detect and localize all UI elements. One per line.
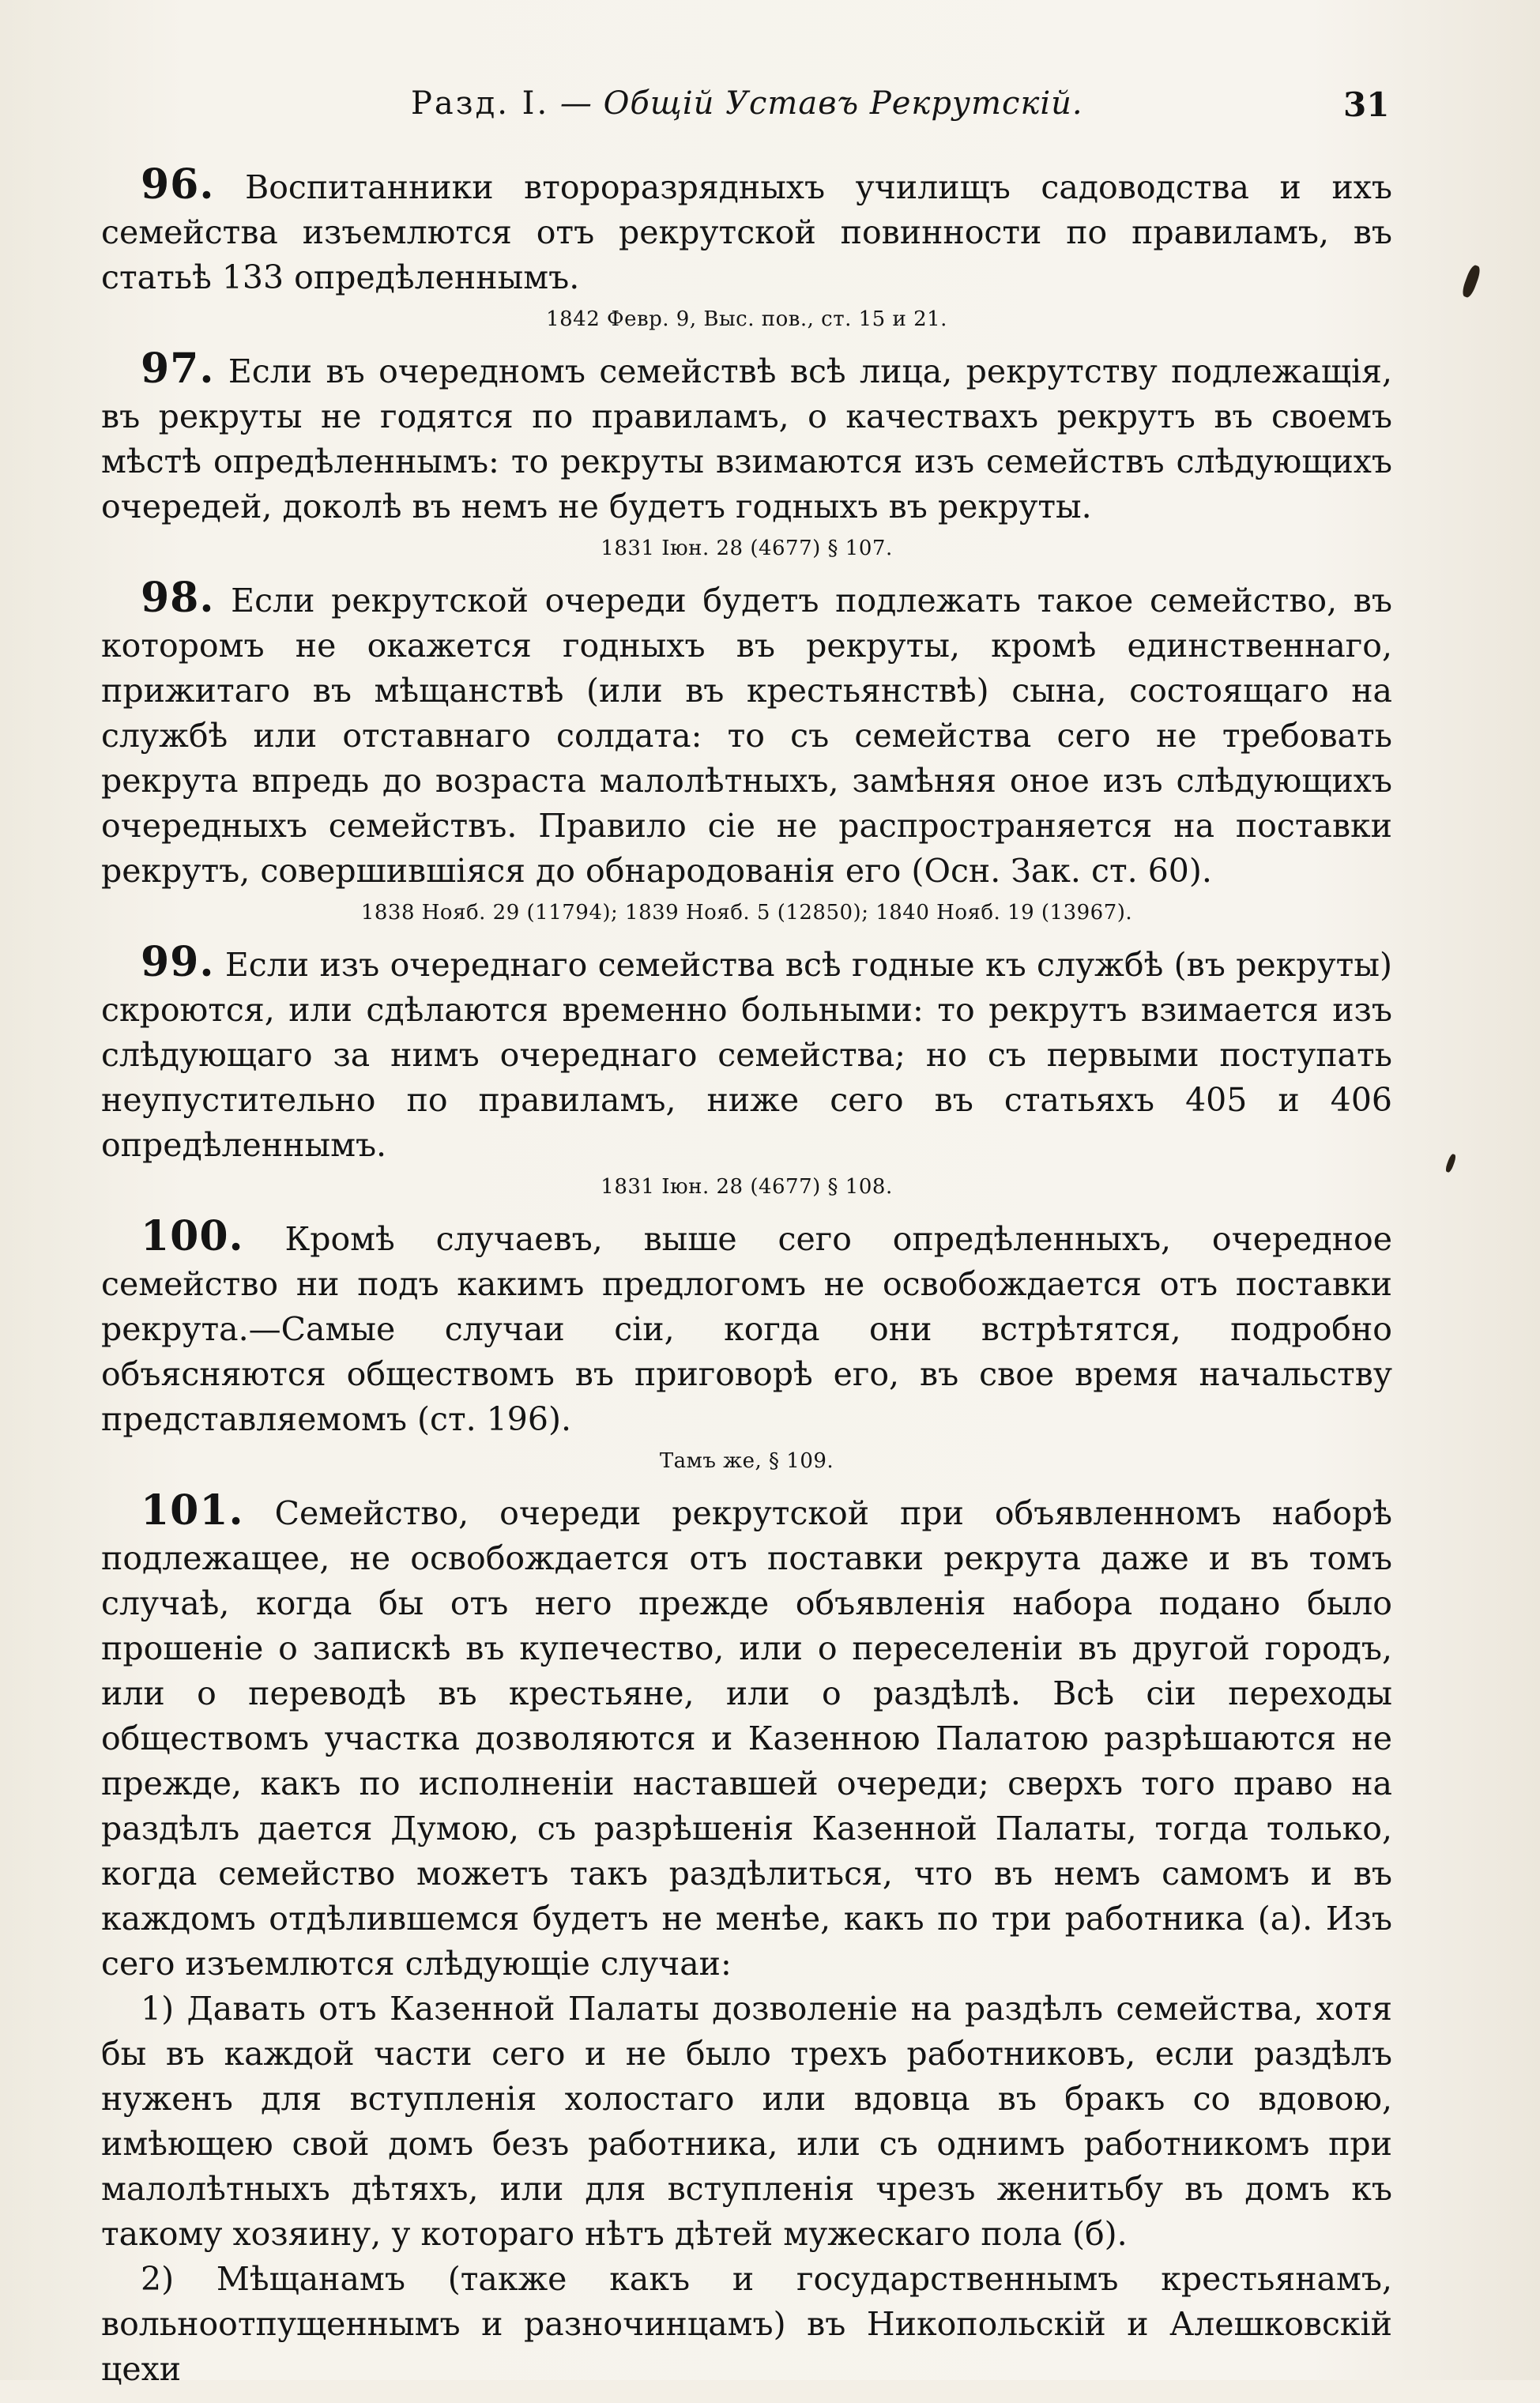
article-body: Если рекрутской очереди будетъ подлежать такое семейство, въ которомъ не окажется годныхъ въ рекруты, кромѣ единственнаго, прижитаго въ мѣщанствѣ (или въ крестьянствѣ) сына, состоящаго на службѣ или отставнаго солдата: то съ семейства сего не требовать рекрута впредь до возраста малолѣтныхъ, замѣняя оное изъ слѣдующихъ очередныхъ семействъ. Правило сіе не распространяется на поставки рекрутъ, совершившіяся до обнародованія его (Осн. Зак. ст. 60).	[101, 582, 1392, 890]
article-99	[101, 940, 1392, 1203]
article-number: 99.	[141, 938, 215, 986]
article-100	[101, 1214, 1392, 1477]
article-text	[101, 940, 1392, 1168]
running-head	[411, 85, 1083, 122]
article-number: 101.	[141, 1486, 244, 1535]
article-citation: 1838 Нояб. 29 (11794); 1839 Нояб. 5 (12850); 1840 Нояб. 19 (13967).	[360, 901, 1133, 925]
article-body: Воспитанники второразрядныхъ училищъ садоводства и ихъ семейства изъемлются отъ рекрутской повинности по правиламъ, въ статьѣ 133 опредѣленнымъ.	[101, 168, 1392, 296]
article-text	[101, 162, 1392, 300]
article-text	[101, 575, 1392, 894]
page-body	[101, 162, 1392, 2403]
article-text	[101, 346, 1392, 529]
article-number: 98.	[141, 574, 215, 622]
article-96	[101, 162, 1392, 335]
subitem-1: 1) Давать отъ Казенной Палаты дозволеніе на раздѣлъ семейства, хотя бы въ каждой части сего и не было трехъ работниковъ, если раздѣлъ нуженъ для вступленія холостаго или вдовца въ бракъ со вдовою, имѣющею свой домъ безъ работника, или съ однимъ работникомъ при малолѣтныхъ дѣтяхъ, или для вступленія чрезъ женитьбу въ домъ къ такому хозяину, у котораго нѣтъ дѣтей мужескаго пола (б).	[101, 1990, 1392, 2253]
article-citation: 1831 Іюн. 28 (4677) § 108.	[601, 1175, 893, 1199]
ink-smudge	[1444, 1153, 1457, 1173]
article-text	[101, 1214, 1392, 1442]
article-body: Семейство, очереди рекрутской при объявленномъ наборѣ подлежащее, не освобождается отъ поставки рекрута даже и въ томъ случаѣ, когда бы отъ него прежде объявленія набора подано было прошеніе о запискѣ въ купечество, или о переселеніи въ другой городъ, или о переводѣ въ крестьяне, или о раздѣлѣ. Всѣ сіи переходы обществомъ участка дозволяются и Казенною Палатою разрѣшаются не прежде, какъ по исполненіи наставшей очереди; сверхъ того право на раздѣлъ дается Думою, съ разрѣшенія Казенной Палаты, тогда только, когда семейство можетъ такъ раздѣлиться, что въ немъ самомъ и въ каждомъ отдѣлившемся будетъ не менѣе, какъ по три работника (а). Изъ сего изъемлются слѣдующіе случаи:	[101, 1494, 1392, 1983]
article-98	[101, 575, 1392, 928]
ink-smudge	[1460, 264, 1482, 299]
page-number: 31	[1343, 85, 1390, 124]
article-text	[101, 1488, 1392, 1987]
section-label: Разд. I.	[411, 85, 550, 122]
article-number: 96.	[141, 160, 215, 209]
article-citation: 1831 Іюн. 28 (4677) § 107.	[601, 537, 893, 560]
article-citation: Тамъ же, § 109.	[659, 1449, 834, 1473]
article-97	[101, 346, 1392, 564]
subitem-2: 2) Мѣщанамъ (также какъ и государственнымъ крестьянамъ, вольноотпущеннымъ и разночинцамъ) въ Никопольскій и Алешковскій цехи	[101, 2260, 1392, 2388]
article-number: 97.	[141, 345, 215, 393]
page-header	[0, 85, 1540, 125]
section-title: — Общій Уставъ Рекрутскій.	[559, 85, 1083, 122]
article-citation: 1842 Февр. 9, Выс. пов., ст. 15 и 21.	[546, 307, 947, 331]
article-number: 100.	[141, 1212, 244, 1260]
article-body: Если изъ очереднаго семейства всѣ годные къ службѣ (въ рекруты) скроются, или сдѣлаются временно больными: то рекрутъ взимается изъ слѣдующаго за нимъ очереднаго семейства; но съ первыми поступать неупустительно по правиламъ, ниже сего въ статьяхъ 405 и 406 опредѣленнымъ.	[101, 946, 1392, 1164]
article-101	[101, 1488, 1392, 2392]
article-body: Кромѣ случаевъ, выше сего опредѣленныхъ, очередное семейство ни подъ какимъ предлогомъ не освобождается отъ поставки рекрута.—Самые случаи сіи, когда они встрѣтятся, подробно объясняются обществомъ въ приговорѣ его, въ свое время начальству представляемомъ (ст. 196).	[101, 1220, 1392, 1438]
article-body: Если въ очередномъ семействѣ всѣ лица, рекрутству подлежащія, въ рекруты не годятся по правиламъ, о качествахъ рекрутъ въ своемъ мѣстѣ опредѣленнымъ: то рекруты взимаются изъ семействъ слѣдующихъ очередей, доколѣ въ немъ не будетъ годныхъ въ рекруты.	[101, 352, 1392, 525]
